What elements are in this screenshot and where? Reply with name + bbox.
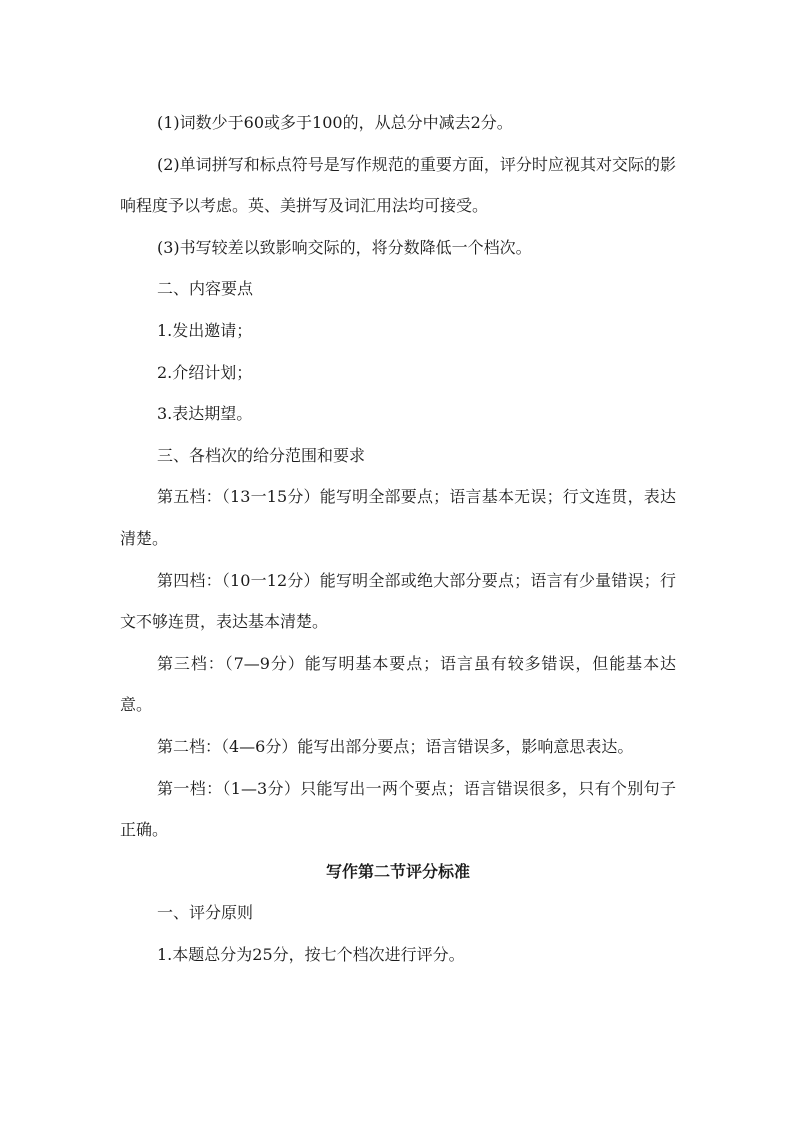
grade-level-5: 第五档：（13一15分）能写明全部要点；语言基本无误；行文连贯，表达清楚。 — [120, 487, 676, 548]
grade-level-4: 第四档：（10一12分）能写明全部或绝大部分要点；语言有少量错误；行文不够连贯，表达基本清楚。 — [120, 570, 676, 632]
content-point-3: 3.表达期望。 — [157, 404, 253, 424]
document-body — [120, 102, 676, 975]
rule-word-count: (1)词数少于60或多于100的，从总分中减去2分。 — [157, 113, 513, 132]
rule-spelling-punctuation: (2)单词拼写和标点符号是写作规范的重要方面，评分时应视其对交际的影响程度予以考虑。英、美拼写及词汇用法均可接受。 — [120, 154, 676, 216]
content-point-1: 1.发出邀请； — [157, 320, 253, 340]
content-points-heading: 二、内容要点 — [157, 279, 254, 299]
scoring-principles-heading: 一、评分原则 — [157, 903, 254, 923]
section-title: 写作第二节评分标准 — [325, 861, 470, 881]
grade-level-2: 第二档：（4—6分）能写出部分要点；语言错误多，影响意思表达。 — [157, 736, 634, 756]
grade-level-3: 第三档：（7—9分）能写明基本要点；语言虽有较多错误，但能基本达意。 — [120, 653, 676, 715]
grade-level-1: 第一档：（1—3分）只能写出一两个要点；语言错误很多，只有个别句子正确。 — [120, 778, 676, 840]
scoring-principle-1: 1.本题总分为25分，按七个档次进行评分。 — [157, 944, 465, 964]
grade-levels-heading: 三、各档次的给分范围和要求 — [157, 445, 366, 465]
content-point-2: 2.介绍计划； — [157, 362, 253, 382]
rule-handwriting: (3)书写较差以致影响交际的，将分数降低一个档次。 — [157, 237, 532, 257]
